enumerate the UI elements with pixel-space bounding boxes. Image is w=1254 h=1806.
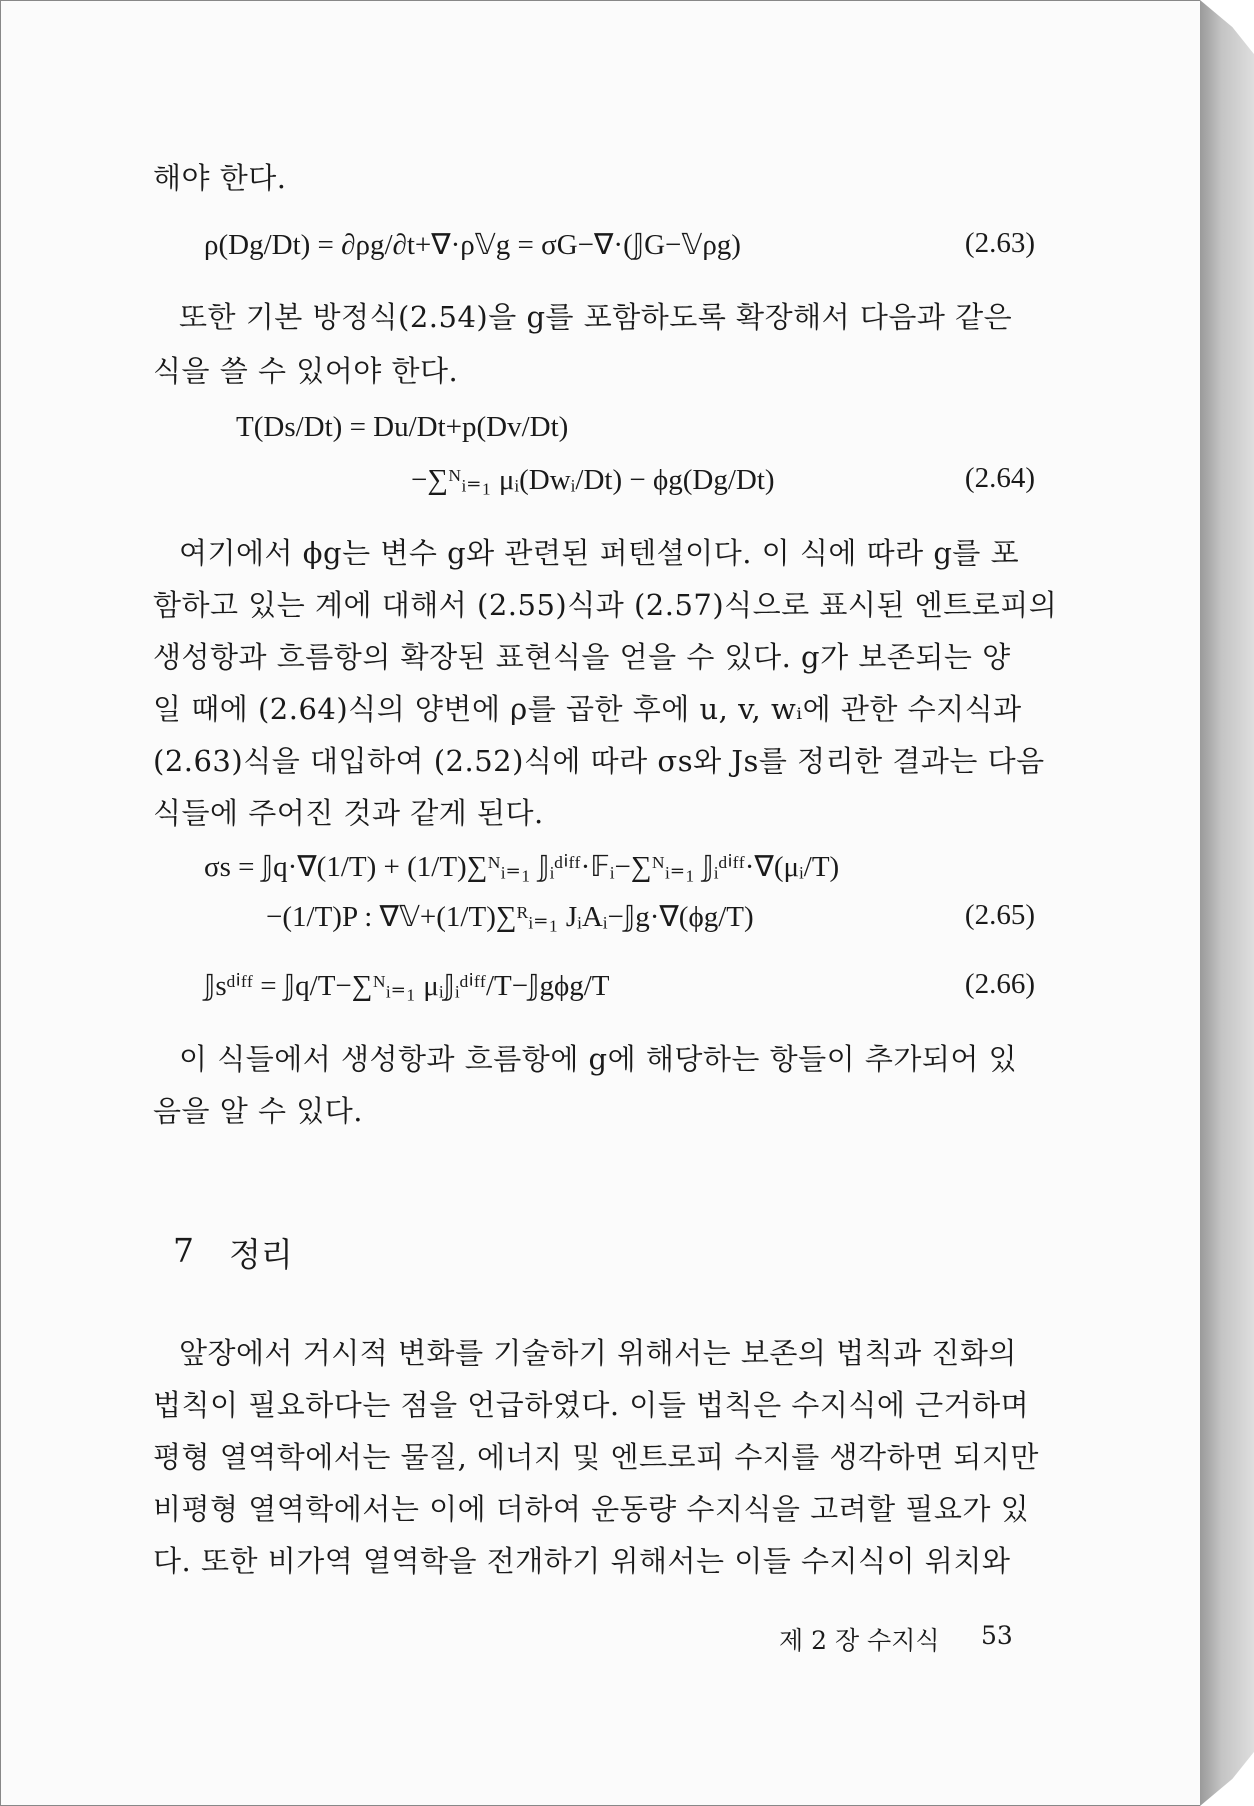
paragraph-4-line: 이 식들에서 생성항과 흐름항에 g에 해당하는 항들이 추가되어 있 (179, 1042, 1018, 1076)
paragraph-3-line: 식들에 주어진 것과 같게 된다. (153, 796, 544, 830)
paragraph-5-line: 법칙이 필요하다는 점을 언급하였다. 이들 법칙은 수지식에 근거하며 (153, 1388, 1030, 1422)
paragraph-3-line: 일 때에 (2.64)식의 양변에 ρ를 곱한 후에 u, v, wᵢ에 관한 수지식과 (153, 692, 1022, 726)
equation-number-2-64: (2.64) (964, 462, 1035, 494)
paragraph-5-line: 앞장에서 거시적 변화를 기술하기 위해서는 보존의 법칙과 진화의 (179, 1336, 1017, 1370)
equation-2-64-line-2: −∑ᴺᵢ₌₁ μᵢ(Dwᵢ/Dt) − ϕg(Dg/Dt) (411, 464, 775, 496)
paragraph-5-line: 비평형 열역학에서는 이에 더하여 운동량 수지식을 고려할 필요가 있 (153, 1492, 1030, 1526)
paragraph-3-line: 여기에서 ϕg는 변수 g와 관련된 퍼텐셜이다. 이 식에 따라 g를 포 (179, 536, 1020, 570)
paragraph-3-line: 함하고 있는 계에 대해서 (2.55)식과 (2.57)식으로 표시된 엔트로피의 (153, 588, 1058, 622)
equation-number-2-63: (2.63) (964, 227, 1035, 259)
section-title: 정리 (229, 1235, 293, 1274)
paragraph-3-line: (2.63)식을 대입하여 (2.52)식에 따라 σs와 Js를 정리한 결과는 다음 (153, 744, 1045, 778)
equation-2-66: 𝕁sᵈⁱᶠᶠ = 𝕁q/T−∑ᴺᵢ₌₁ μᵢ𝕁ᵢᵈⁱᶠᶠ/T−𝕁gϕg/T (204, 970, 610, 1002)
paragraph-2-line: 또한 기본 방정식(2.54)을 g를 포함하도록 확장해서 다음과 같은 (179, 300, 1013, 334)
paragraph-5-line: 다. 또한 비가역 열역학을 전개하기 위해서는 이들 수지식이 위치와 (153, 1544, 1011, 1578)
paragraph-3-line: 생성항과 흐름항의 확장된 표현식을 얻을 수 있다. g가 보존되는 양 (153, 640, 1011, 674)
paragraph-1-line: 해야 한다. (153, 161, 287, 195)
page-edge-shadow (1200, 0, 1254, 1806)
paragraph-2-line: 식을 쓸 수 있어야 한다. (153, 354, 459, 388)
running-footer-chapter: 제 2 장 수지식 (779, 1626, 940, 1655)
equation-number-2-65: (2.65) (964, 899, 1035, 931)
section-number: 7 (173, 1231, 194, 1270)
equation-number-2-66: (2.66) (964, 968, 1035, 1000)
paragraph-5-line: 평형 열역학에서는 물질, 에너지 및 엔트로피 수지를 생각하면 되지만 (153, 1440, 1039, 1474)
equation-2-63: ρ(Dg/Dt) = ∂ρg/∂t+∇·ρ𝕍g = σG−∇·(𝕁G−𝕍ρg) (204, 229, 741, 261)
equation-2-65-line-2: −(1/T)P : ∇𝕍+(1/T)∑ᴿᵢ₌₁ JᵢAᵢ−𝕁g·∇(ϕg/T) (266, 901, 754, 933)
paragraph-4-line: 음을 알 수 있다. (153, 1094, 363, 1128)
equation-2-64-line-1: T(Ds/Dt) = Du/Dt+p(Dv/Dt) (236, 411, 569, 443)
page-number: 53 (981, 1621, 1013, 1650)
equation-2-65-line-1: σs = 𝕁q·∇(1/T) + (1/T)∑ᴺᵢ₌₁ 𝕁ᵢᵈⁱᶠᶠ·𝔽ᵢ−∑ᴺᵢ₌₁ 𝕁ᵢᵈⁱᶠᶠ·∇(μᵢ/T) (204, 851, 840, 883)
